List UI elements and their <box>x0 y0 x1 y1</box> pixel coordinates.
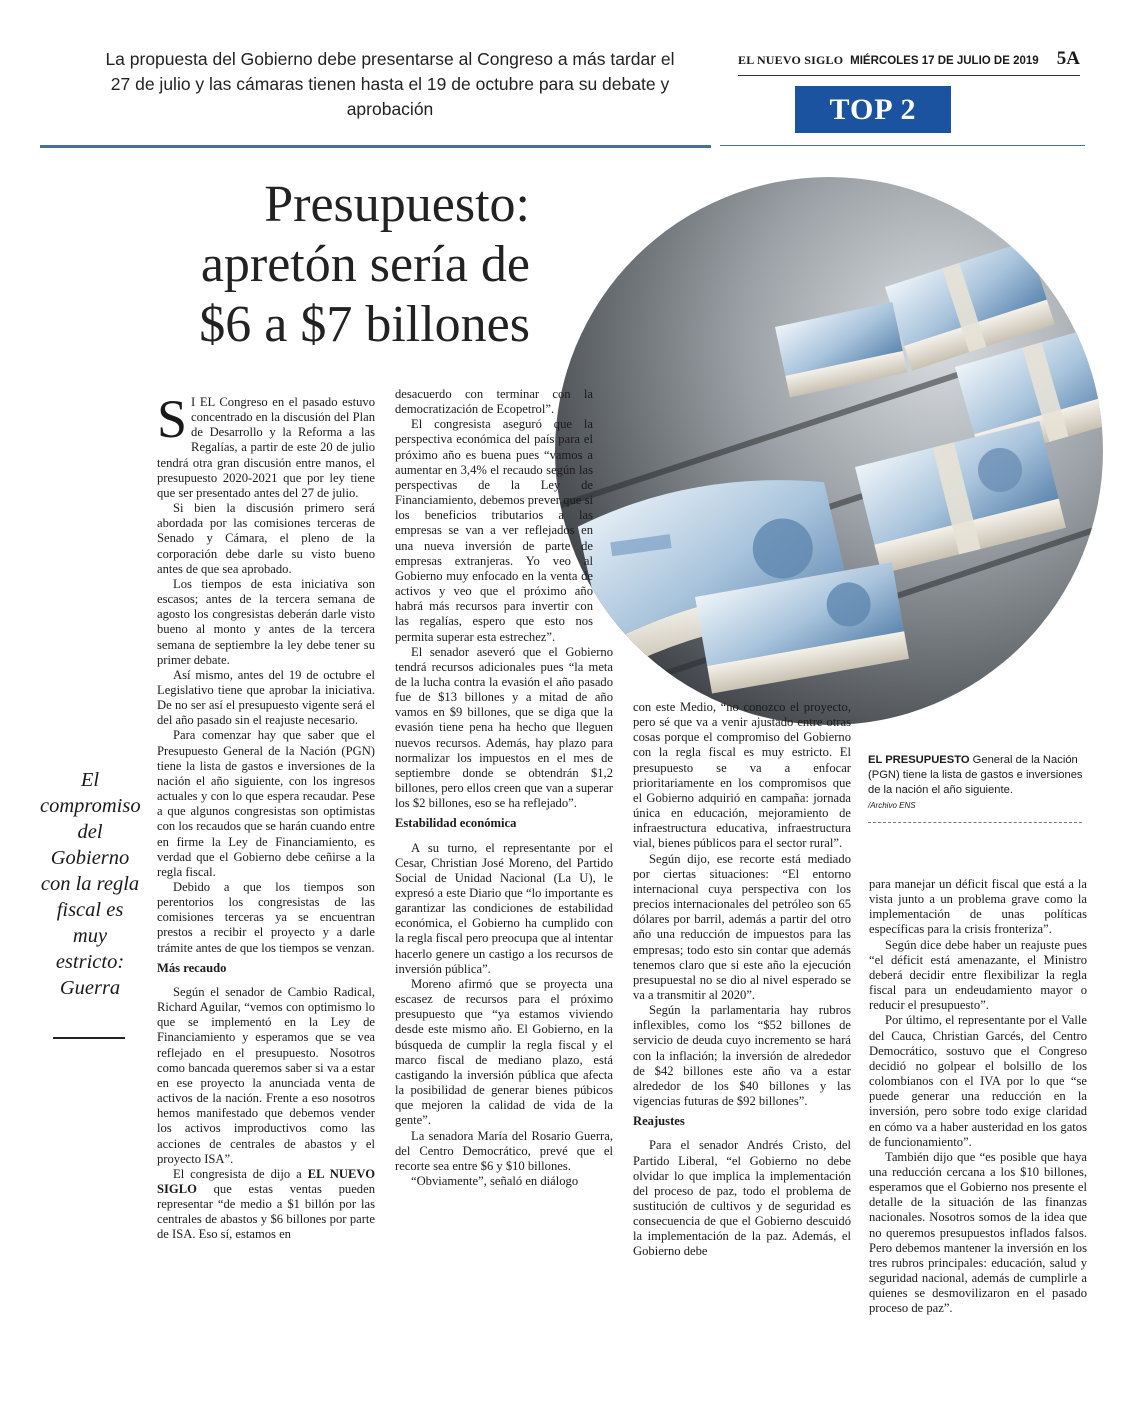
article-paragraph: Según el senador de Cambio Radical, Richard Aguilar, “vemos con optimismo lo que se implementó en la Ley de Financiamiento y esperamos que se vea reflejado en el presupuesto. Nosotros como bancada queremos saber si va a estar en ese proyecto la anunciada venta de activos de la nación. Frente a eso nosotros hemos manifestado que debemos vender los activos improductivos como las acciones de centrales de abastos y el proyecto ISA”. <box>157 984 375 1166</box>
article-column-4 <box>869 877 1087 1317</box>
subheading-reajustes: Reajustes <box>633 1114 685 1129</box>
issue-date: MIÉRCOLES 17 DE JULIO DE 2019 <box>850 55 1039 67</box>
paragraph-text: El congresista de dijo a <box>173 1166 308 1181</box>
article-paragraph: Para comenzar hay que saber que el Presupuesto General de la Nación (PGN) tiene la lista de gastos e inversiones de la nación el año siguiente, con los ingresos actuales y con lo que espera recaudar. Pese a que algunos congresistas son optimistas con los recaudos que se harán cuando entre en firme la Ley de Financiamiento, es verdad que el Gobierno debe ceñirse a la regla fiscal. <box>157 728 375 879</box>
newspaper-name-inline: EL NUEVO SIGLO <box>157 1166 376 1196</box>
article-paragraph: El congresista aseguró que la perspectiva económica del país para el próximo año es buena pues “vamos a aumentar en 3,4% el recaudo según las perspectivas de la Ley de Financiamiento, debemos prever que si los beneficios tributarios a las empresas se van a ver reflejados en una nueva inversión de parte de empresas extranjeras. Yo veo al Gobierno muy enfocado en la venta de activos y veo que el próximo año habrá más recursos para invertir con las regalías, espero que esto nos permita superar esta estrechez”. <box>395 417 593 644</box>
article-paragraph: Según la parlamentaria hay rubros inflexibles, como los “$52 billones de servicio de deuda cuyo incremento se hará con la inflación; la inversión de alrededor de $42 billones este año va a estar alrededor de los $40 billones y las vigencias futuras de $92 billones”. <box>633 1003 851 1109</box>
headline-line-1: Presupuesto: <box>264 176 530 233</box>
subheading-estabilidad: Estabilidad económica <box>395 816 517 831</box>
paragraph-text: que estas ventas pueden representar “de medio a $1 billón por las centrales de abastos y $6 billones por parte de ISA. Eso sí, estamos en <box>157 1181 375 1242</box>
article-paragraph: Debido a que los tiempos son perentorios los congresistas de las comisiones terceras ya se encuentran prestos a recibir el proyecto y a darle trámite antes de que los tiempos se venzan. <box>157 880 375 955</box>
article-paragraph: Así mismo, antes del 19 de octubre el Legislativo tiene que aprobar la iniciativa. De no ser así el presupuesto vigente será el del año pasado sin el reajuste necesario. <box>157 667 375 728</box>
article-paragraph: También dijo que “es posible que haya una reducción cercana a los $10 billones, esperamos que el Gobierno nos presente el detalle de la situación de las finanzas nacionales. Nosotros somos de la idea que no queremos presupuestos inflados falsos. Pero debemos mantener la inversión en los tres rubros principales: educación, salud y seguridad nacional, además de cumplirle a quienes se desmovilizaron en el pasado proceso de paz”. <box>869 1149 1087 1316</box>
masthead-rule <box>720 145 1085 146</box>
article-column-1 <box>157 389 376 1243</box>
pull-quote: El compromiso del Gobierno con la regla fiscal es muy estricto: Guerra <box>40 769 141 999</box>
article-paragraph: “Obviamente”, señaló en diálogo <box>411 1173 579 1188</box>
article-column-2 <box>395 387 613 1189</box>
caption-rule <box>868 822 1082 823</box>
article-paragraph: A su turno, el representante por el Cesar, Christian José Moreno, del Partido Social de Unidad Nacional (La U), le expresó a este Diario que “lo importante es garantizar las condiciones de estabilidad económica, el Gobierno ha cumplido con la regla fiscal pero preocupa que al intentar hacerlo genere un castigo a los recursos de inversión pública”. <box>395 840 613 976</box>
caption-lead: EL PRESUPUESTO <box>868 754 970 766</box>
header-rule <box>40 145 711 148</box>
drop-cap: S <box>157 389 188 449</box>
article-paragraph: Por último, el representante por el Valle del Cauca, Christian Garcés, del Centro Democrático, sostuvo que el Congreso decidió no golpear el bolsillo de los colombianos con el IVA por lo que “se puede generar una reducción en la inversión, pero sobre todo exige claridad en cómo va a haber austeridad en los gatos de funcionamiento”. <box>869 1013 1087 1149</box>
article-paragraph <box>157 389 375 501</box>
article-paragraph: El senador aseveró que el Gobierno tendrá recursos adicionales pues “la meta de la lucha contra la evasión el año pasado fue de $13 billones y a mitad de año vamos en $9 billones, que se diga que la evasión tiene pena ha hecho que lleguen nuevos recursos. Además, hay plazo para normalizar los impuestos en el mes de septiembre donde se obtendrán $1,2 billones, pero ellos creen que van a superar los $2 billones, eso se ha reflejado”. <box>395 644 613 811</box>
article-paragraph: Si bien la discusión primero será abordada por las comisiones terceras de Senado y Cámara, el pleno de la corporación debe darle su visto bueno antes de que sea aprobado. <box>157 501 375 576</box>
page-number: 5A <box>1056 48 1080 69</box>
headline-line-3: $6 a $7 billones <box>199 296 530 353</box>
newspaper-name: EL NUEVO SIGLO <box>738 53 844 67</box>
section-badge: TOP 2 <box>795 86 951 133</box>
money-bundles-image <box>555 177 1103 725</box>
article-paragraph: La senadora María del Rosario Guerra, del Centro Democrático, prevé que el recorte sea entre $6 y $10 billones. <box>395 1128 613 1173</box>
article-paragraph: Según dijo, ese recorte está mediado por ciertas situaciones: “El entorno internacional cuya perspectiva con los precios internacionales del petróleo son 65 dólares por barril, además a partir del otro año una reducción de impuestos para las empresas; todo esto sin contar que además tenemos claro que si este año la ejecución presupuestal no se dio al nivel esperado se va a transmitir al 2020”. <box>633 851 851 1002</box>
pull-quote-rule <box>53 1037 125 1039</box>
article-paragraph: Según dice debe haber un reajuste pues “el déficit está amenazante, el Ministro deberá decidir entre flexibilizar la regla fiscal para un endeudamiento mayor o reducir el presupuesto”. <box>869 937 1087 1013</box>
masthead <box>738 48 1080 76</box>
article-paragraph: con este Medio, “no conozco el proyecto, pero sé que va a venir ajustado entre otras cosas porque el compromiso del Gobierno con la regla fiscal es muy estricto. El presupuesto se va a enfocar prioritariamente en los compromisos que el Gobierno adquirió en campaña: jornada única en educación, mejoramiento de infraestructura educativa, infraestructura vial, bienes públicos para el sector rural”. <box>633 700 851 851</box>
photo-caption <box>868 753 1086 798</box>
article-column-3 <box>633 700 851 1260</box>
paragraph-text: I EL Congreso en el pasado estuvo concentrado en la discusión del Plan de Desarrollo y la Reforma a las Regalías, a partir de este 20 de julio tendrá otra gran discusión entre manos, el presupuesto 2020-2021 que por ley tiene que ser presentado antes del 27 de julio. <box>157 395 375 500</box>
headline-line-2: apretón sería de <box>200 236 530 293</box>
subheading-mas-recaudo: Más recaudo <box>157 960 227 975</box>
money-bundles-photo <box>555 177 1103 725</box>
column-2-wrap <box>395 387 593 645</box>
headline <box>100 175 530 355</box>
caption-text: General de la Nación (PGN) tiene la lista de gastos e inversiones de la nación el año siguiente. <box>868 754 1083 796</box>
article-paragraph: Moreno afirmó que se proyecta una escasez de recursos para el próximo presupuesto que “ya estamos viviendo desde este mismo año. El Gobierno, en la búsqueda de cumplir la regla fiscal y el marco fiscal de mediano plazo, está castigando la inversión pública que afecta la posibilidad de generar bienes púbicos que mejoren la calidad de vida de la gente”. <box>395 976 613 1128</box>
photo-credit: /Archivo ENS <box>868 801 916 810</box>
article-paragraph: Para el senador Andrés Cristo, del Partido Liberal, “el Gobierno no debe olvidar lo que implica la implementación del proceso de paz, todo el problema de sustitución de cultivos y de seguridad es consecuencia de que el Gobierno descuidó la implementación de la paz. Además, el Gobierno debe <box>633 1138 851 1259</box>
article-paragraph: para manejar un déficit fiscal que está a la vista junto a un problema grave como la implementación de unas políticas específicas para la crisis fronteriza”. <box>869 877 1087 937</box>
article-paragraph: Los tiempos de esta iniciativa son escasos; antes de la tercera semana de agosto los congresistas deberán darle visto bueno al monto y antes de la tercera semana de septiembre la ley debe tener su primer debate. <box>157 576 375 667</box>
article-paragraph <box>157 1167 375 1243</box>
kicker: La propuesta del Gobierno debe presentarse al Congreso a más tardar el 27 de julio y las cámaras tienen hasta el 19 de octubre para su debate y aprobación <box>105 49 675 119</box>
article-paragraph: desacuerdo con terminar con la democratización de Ecopetrol”. <box>395 387 593 417</box>
